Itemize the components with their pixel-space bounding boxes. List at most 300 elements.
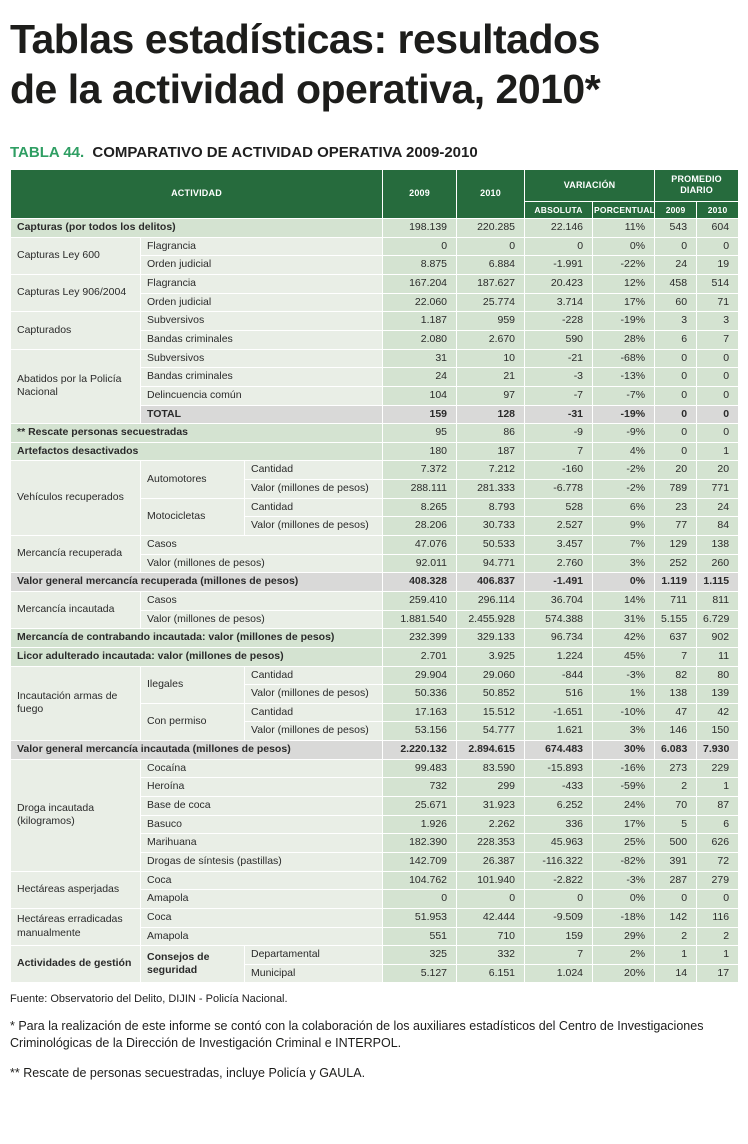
cell-value: 232.399 <box>383 629 457 648</box>
footnote-asterisk: * Para la realización de este informe se contó con la colaboración de los auxiliares estadísticos del Centro de Investigaciones Criminológicas de la Dirección de Investigación Criminal e INTERPOL. <box>10 1019 704 1051</box>
table-row <box>11 442 739 461</box>
cell-value: 574.388 <box>525 610 593 629</box>
cell-value: 2 <box>655 927 697 946</box>
cell-value: 60 <box>655 293 697 312</box>
cell-value: 220.285 <box>457 219 525 238</box>
cell-value: 7 <box>525 946 593 965</box>
row-label: ** Rescate personas secuestradas <box>11 424 383 443</box>
page-title <box>10 14 738 114</box>
table-row <box>11 461 739 480</box>
cell-value: 0 <box>697 890 739 909</box>
cell-value: 25.671 <box>383 797 457 816</box>
col-header-2010: 2010 <box>457 170 525 219</box>
cell-value: 0 <box>655 368 697 387</box>
cell-value: 24% <box>593 797 655 816</box>
cell-value: 7 <box>697 331 739 350</box>
cell-value: 1.621 <box>525 722 593 741</box>
cell-value: 514 <box>697 275 739 294</box>
cell-value: 2 <box>655 778 697 797</box>
cell-value: 0 <box>655 442 697 461</box>
cell-value: 21 <box>457 368 525 387</box>
cell-value: 17 <box>697 964 739 983</box>
cell-value: 7 <box>525 442 593 461</box>
cell-value: 22.146 <box>525 219 593 238</box>
cell-value: 3% <box>593 554 655 573</box>
cell-value: -116.322 <box>525 852 593 871</box>
cell-value: 31.923 <box>457 797 525 816</box>
cell-value: 180 <box>383 442 457 461</box>
cell-value: 604 <box>697 219 739 238</box>
cell-value: 9% <box>593 517 655 536</box>
cell-value: 20 <box>655 461 697 480</box>
col-header-absoluta: ABSOLUTA <box>525 201 593 219</box>
cell-value: 0% <box>593 890 655 909</box>
cell-value: -3% <box>593 666 655 685</box>
cell-value: 2 <box>697 927 739 946</box>
cell-value: 28% <box>593 331 655 350</box>
cell-value: 51.953 <box>383 908 457 927</box>
cell-value: 29% <box>593 927 655 946</box>
cell-value: 3.925 <box>457 647 525 666</box>
cell-value: 167.204 <box>383 275 457 294</box>
cell-value: 0% <box>593 237 655 256</box>
row-label: Orden judicial <box>141 293 383 312</box>
row-label: Flagrancia <box>141 237 383 256</box>
cell-value: 0 <box>383 237 457 256</box>
cell-value: 5.155 <box>655 610 697 629</box>
cell-value: 1 <box>697 778 739 797</box>
table-row <box>11 424 739 443</box>
row-label: Incautación armas de fuego <box>11 666 141 741</box>
cell-value: 1.881.540 <box>383 610 457 629</box>
cell-value: 6.884 <box>457 256 525 275</box>
cell-value: 528 <box>525 498 593 517</box>
cell-value: 7% <box>593 536 655 555</box>
table-row <box>11 759 739 778</box>
cell-value: 8.265 <box>383 498 457 517</box>
cell-value: 260 <box>697 554 739 573</box>
row-label: Bandas criminales <box>141 331 383 350</box>
cell-value: 8.793 <box>457 498 525 517</box>
cell-value: 187.627 <box>457 275 525 294</box>
row-label: Delincuencia común <box>141 386 383 405</box>
table-row <box>11 629 739 648</box>
cell-value: 99.483 <box>383 759 457 778</box>
cell-value: 3% <box>593 722 655 741</box>
cell-value: 0 <box>655 405 697 424</box>
cell-value: 6.083 <box>655 741 697 760</box>
row-label: Cocaína <box>141 759 383 778</box>
cell-value: 17% <box>593 815 655 834</box>
cell-value: 0 <box>655 237 697 256</box>
table-row <box>11 908 739 927</box>
cell-value: -1.491 <box>525 573 593 592</box>
row-label: Cantidad <box>245 703 383 722</box>
cell-value: 458 <box>655 275 697 294</box>
cell-value: 42% <box>593 629 655 648</box>
cell-value: 53.156 <box>383 722 457 741</box>
col-header-2009: 2009 <box>383 170 457 219</box>
cell-value: -18% <box>593 908 655 927</box>
row-label: Mercancía de contrabando incautada: valor (millones de pesos) <box>11 629 383 648</box>
cell-value: 29.060 <box>457 666 525 685</box>
cell-value: 2.455.928 <box>457 610 525 629</box>
cell-value: 2.894.615 <box>457 741 525 760</box>
cell-value: 4% <box>593 442 655 461</box>
cell-value: 11% <box>593 219 655 238</box>
row-label: Ilegales <box>141 666 245 703</box>
cell-value: 198.139 <box>383 219 457 238</box>
row-label: Subversivos <box>141 349 383 368</box>
cell-value: 771 <box>697 480 739 499</box>
cell-value: 7 <box>655 647 697 666</box>
cell-value: 11 <box>697 647 739 666</box>
cell-value: 259.410 <box>383 591 457 610</box>
cell-value: 86 <box>457 424 525 443</box>
cell-value: -9% <box>593 424 655 443</box>
table-row <box>11 871 739 890</box>
cell-value: 0 <box>697 349 739 368</box>
cell-value: 299 <box>457 778 525 797</box>
row-label: Amapola <box>141 927 383 946</box>
cell-value: -82% <box>593 852 655 871</box>
cell-value: -16% <box>593 759 655 778</box>
row-label: Basuco <box>141 815 383 834</box>
row-label: Cantidad <box>245 666 383 685</box>
table-row <box>11 573 739 592</box>
cell-value: 6.252 <box>525 797 593 816</box>
cell-value: -59% <box>593 778 655 797</box>
cell-value: 2% <box>593 946 655 965</box>
cell-value: -21 <box>525 349 593 368</box>
table-row <box>11 946 739 965</box>
cell-value: 391 <box>655 852 697 871</box>
cell-value: 1 <box>655 946 697 965</box>
cell-value: -22% <box>593 256 655 275</box>
cell-value: 54.777 <box>457 722 525 741</box>
cell-value: 3.714 <box>525 293 593 312</box>
cell-value: 1.119 <box>655 573 697 592</box>
cell-value: 516 <box>525 685 593 704</box>
row-label: Capturas Ley 600 <box>11 237 141 274</box>
table-row <box>11 591 739 610</box>
table-body <box>11 219 739 983</box>
cell-value: 288.111 <box>383 480 457 499</box>
cell-value: 104.762 <box>383 871 457 890</box>
cell-value: 82 <box>655 666 697 685</box>
cell-value: 7.372 <box>383 461 457 480</box>
cell-value: 70 <box>655 797 697 816</box>
cell-value: -7% <box>593 386 655 405</box>
row-label: Coca <box>141 871 383 890</box>
cell-value: 252 <box>655 554 697 573</box>
cell-value: 2.220.132 <box>383 741 457 760</box>
cell-value: 146 <box>655 722 697 741</box>
cell-value: 789 <box>655 480 697 499</box>
row-label: Marihuana <box>141 834 383 853</box>
cell-value: 14 <box>655 964 697 983</box>
cell-value: 12% <box>593 275 655 294</box>
page-title-line2: de la actividad operativa, 2010* <box>10 66 601 113</box>
cell-value: 24 <box>655 256 697 275</box>
row-label: Capturas (por todos los delitos) <box>11 219 383 238</box>
cell-value: 6% <box>593 498 655 517</box>
cell-value: 20 <box>697 461 739 480</box>
cell-value: 0 <box>697 386 739 405</box>
row-label: Actividades de gestión <box>11 946 141 983</box>
cell-value: 902 <box>697 629 739 648</box>
col-header-promedio-diario: PROMEDIO DIARIO <box>655 170 739 202</box>
cell-value: 2.080 <box>383 331 457 350</box>
cell-value: 0 <box>457 237 525 256</box>
cell-value: 101.940 <box>457 871 525 890</box>
cell-value: 142 <box>655 908 697 927</box>
cell-value: 2.701 <box>383 647 457 666</box>
cell-value: 500 <box>655 834 697 853</box>
row-label: Con permiso <box>141 703 245 740</box>
cell-value: 626 <box>697 834 739 853</box>
cell-value: 273 <box>655 759 697 778</box>
cell-value: 138 <box>697 536 739 555</box>
cell-value: 142.709 <box>383 852 457 871</box>
cell-value: 31 <box>383 349 457 368</box>
cell-value: -2% <box>593 461 655 480</box>
cell-value: 30.733 <box>457 517 525 536</box>
cell-value: -433 <box>525 778 593 797</box>
comparative-table <box>10 169 739 983</box>
cell-value: 0 <box>697 424 739 443</box>
row-label: Droga incautada (kilogramos) <box>11 759 141 871</box>
cell-value: 116 <box>697 908 739 927</box>
cell-value: -6.778 <box>525 480 593 499</box>
row-label: Cantidad <box>245 498 383 517</box>
cell-value: 139 <box>697 685 739 704</box>
row-label: Valor (millones de pesos) <box>245 480 383 499</box>
table-row <box>11 666 739 685</box>
cell-value: 0 <box>655 424 697 443</box>
cell-value: 19 <box>697 256 739 275</box>
cell-value: 8.875 <box>383 256 457 275</box>
row-label: Subversivos <box>141 312 383 331</box>
cell-value: 5 <box>655 815 697 834</box>
cell-value: -7 <box>525 386 593 405</box>
cell-value: -68% <box>593 349 655 368</box>
cell-value: 0 <box>525 890 593 909</box>
row-label: Valor (millones de pesos) <box>245 685 383 704</box>
cell-value: 95 <box>383 424 457 443</box>
table-caption-number: TABLA 44. <box>10 144 85 162</box>
cell-value: 24 <box>697 498 739 517</box>
cell-value: -15.893 <box>525 759 593 778</box>
cell-value: 6 <box>655 331 697 350</box>
cell-value: 6 <box>697 815 739 834</box>
cell-value: 26.387 <box>457 852 525 871</box>
cell-value: -844 <box>525 666 593 685</box>
cell-value: 50.852 <box>457 685 525 704</box>
cell-value: 0 <box>655 386 697 405</box>
cell-value: 25% <box>593 834 655 853</box>
cell-value: -10% <box>593 703 655 722</box>
cell-value: 50.533 <box>457 536 525 555</box>
cell-value: 129 <box>655 536 697 555</box>
cell-value: -3 <box>525 368 593 387</box>
cell-value: 22.060 <box>383 293 457 312</box>
cell-value: 1 <box>697 442 739 461</box>
row-label: Orden judicial <box>141 256 383 275</box>
row-label: Cantidad <box>245 461 383 480</box>
cell-value: 0 <box>697 237 739 256</box>
cell-value: 128 <box>457 405 525 424</box>
row-label: Hectáreas asperjadas <box>11 871 141 908</box>
cell-value: 7.930 <box>697 741 739 760</box>
table-row <box>11 647 739 666</box>
cell-value: 71 <box>697 293 739 312</box>
cell-value: -2% <box>593 480 655 499</box>
cell-value: 0 <box>697 368 739 387</box>
row-label: Motocicletas <box>141 498 245 535</box>
cell-value: -2.822 <box>525 871 593 890</box>
cell-value: 42.444 <box>457 908 525 927</box>
cell-value: 1.224 <box>525 647 593 666</box>
cell-value: 2.527 <box>525 517 593 536</box>
row-label: Automotores <box>141 461 245 498</box>
table-row <box>11 237 739 256</box>
cell-value: 1% <box>593 685 655 704</box>
cell-value: 1 <box>697 946 739 965</box>
cell-value: 637 <box>655 629 697 648</box>
table-row <box>11 741 739 760</box>
col-header-promedio-2010: 2010 <box>697 201 739 219</box>
col-header-promedio-2009: 2009 <box>655 201 697 219</box>
row-label: TOTAL <box>141 405 383 424</box>
cell-value: 15.512 <box>457 703 525 722</box>
cell-value: 590 <box>525 331 593 350</box>
cell-value: 42 <box>697 703 739 722</box>
cell-value: -1.991 <box>525 256 593 275</box>
cell-value: 72 <box>697 852 739 871</box>
cell-value: -9.509 <box>525 908 593 927</box>
cell-value: 229 <box>697 759 739 778</box>
cell-value: 711 <box>655 591 697 610</box>
cell-value: 296.114 <box>457 591 525 610</box>
row-label: Flagrancia <box>141 275 383 294</box>
cell-value: 20% <box>593 964 655 983</box>
cell-value: 83.590 <box>457 759 525 778</box>
cell-value: 2.760 <box>525 554 593 573</box>
cell-value: 0 <box>655 349 697 368</box>
cell-value: 6.729 <box>697 610 739 629</box>
cell-value: 17% <box>593 293 655 312</box>
cell-value: 543 <box>655 219 697 238</box>
cell-value: 92.011 <box>383 554 457 573</box>
cell-value: 50.336 <box>383 685 457 704</box>
table-row <box>11 312 739 331</box>
cell-value: -31 <box>525 405 593 424</box>
table-caption-title: COMPARATIVO DE ACTIVIDAD OPERATIVA 2009-2010 <box>92 144 478 162</box>
cell-value: 5.127 <box>383 964 457 983</box>
cell-value: 0 <box>383 890 457 909</box>
cell-value: 0 <box>655 890 697 909</box>
row-label: Coca <box>141 908 383 927</box>
cell-value: 29.904 <box>383 666 457 685</box>
row-label: Heroína <box>141 778 383 797</box>
cell-value: 674.483 <box>525 741 593 760</box>
cell-value: 87 <box>697 797 739 816</box>
cell-value: 80 <box>697 666 739 685</box>
cell-value: 710 <box>457 927 525 946</box>
cell-value: 104 <box>383 386 457 405</box>
cell-value: 47 <box>655 703 697 722</box>
cell-value: 551 <box>383 927 457 946</box>
row-label: Abatidos por la Policía Nacional <box>11 349 141 424</box>
cell-value: 25.774 <box>457 293 525 312</box>
table-row <box>11 275 739 294</box>
row-label: Vehículos recuperados <box>11 461 141 536</box>
cell-value: 732 <box>383 778 457 797</box>
row-label: Licor adulterado incautada: valor (millones de pesos) <box>11 647 383 666</box>
cell-value: -19% <box>593 405 655 424</box>
cell-value: 329.133 <box>457 629 525 648</box>
row-label: Departamental <box>245 946 383 965</box>
cell-value: 47.076 <box>383 536 457 555</box>
table-header <box>11 170 739 219</box>
cell-value: 0 <box>525 237 593 256</box>
cell-value: 406.837 <box>457 573 525 592</box>
cell-value: 408.328 <box>383 573 457 592</box>
cell-value: 332 <box>457 946 525 965</box>
cell-value: 84 <box>697 517 739 536</box>
row-label: Consejos de seguridad <box>141 946 245 983</box>
cell-value: 6.151 <box>457 964 525 983</box>
row-label: Valor general mercancía incautada (millones de pesos) <box>11 741 383 760</box>
col-header-variacion: VARIACIÓN <box>525 170 655 202</box>
cell-value: 336 <box>525 815 593 834</box>
row-label: Mercancía recuperada <box>11 536 141 573</box>
cell-value: 7.212 <box>457 461 525 480</box>
cell-value: 159 <box>525 927 593 946</box>
row-label: Valor (millones de pesos) <box>141 554 383 573</box>
cell-value: 3 <box>655 312 697 331</box>
cell-value: 94.771 <box>457 554 525 573</box>
cell-value: 97 <box>457 386 525 405</box>
cell-value: 1.187 <box>383 312 457 331</box>
cell-value: 138 <box>655 685 697 704</box>
row-label: Capturas Ley 906/2004 <box>11 275 141 312</box>
cell-value: 281.333 <box>457 480 525 499</box>
cell-value: 45% <box>593 647 655 666</box>
cell-value: 0% <box>593 573 655 592</box>
row-label: Base de coca <box>141 797 383 816</box>
row-label: Amapola <box>141 890 383 909</box>
row-label: Casos <box>141 536 383 555</box>
cell-value: 36.704 <box>525 591 593 610</box>
row-label: Valor (millones de pesos) <box>245 517 383 536</box>
cell-value: 150 <box>697 722 739 741</box>
cell-value: 1.115 <box>697 573 739 592</box>
footnote-double-asterisk: ** Rescate de personas secuestradas, incluye Policía y GAULA. <box>10 1066 366 1081</box>
row-label: Drogas de síntesis (pastillas) <box>141 852 383 871</box>
cell-value: 28.206 <box>383 517 457 536</box>
cell-value: -19% <box>593 312 655 331</box>
row-label: Bandas criminales <box>141 368 383 387</box>
cell-value: -3% <box>593 871 655 890</box>
row-label: Valor general mercancía recuperada (millones de pesos) <box>11 573 383 592</box>
page-title-line1: Tablas estadísticas: resultados <box>10 16 600 62</box>
row-label: Artefactos desactivados <box>11 442 383 461</box>
row-label: Municipal <box>245 964 383 983</box>
cell-value: 182.390 <box>383 834 457 853</box>
col-header-porcentual: PORCENTUAL <box>593 201 655 219</box>
